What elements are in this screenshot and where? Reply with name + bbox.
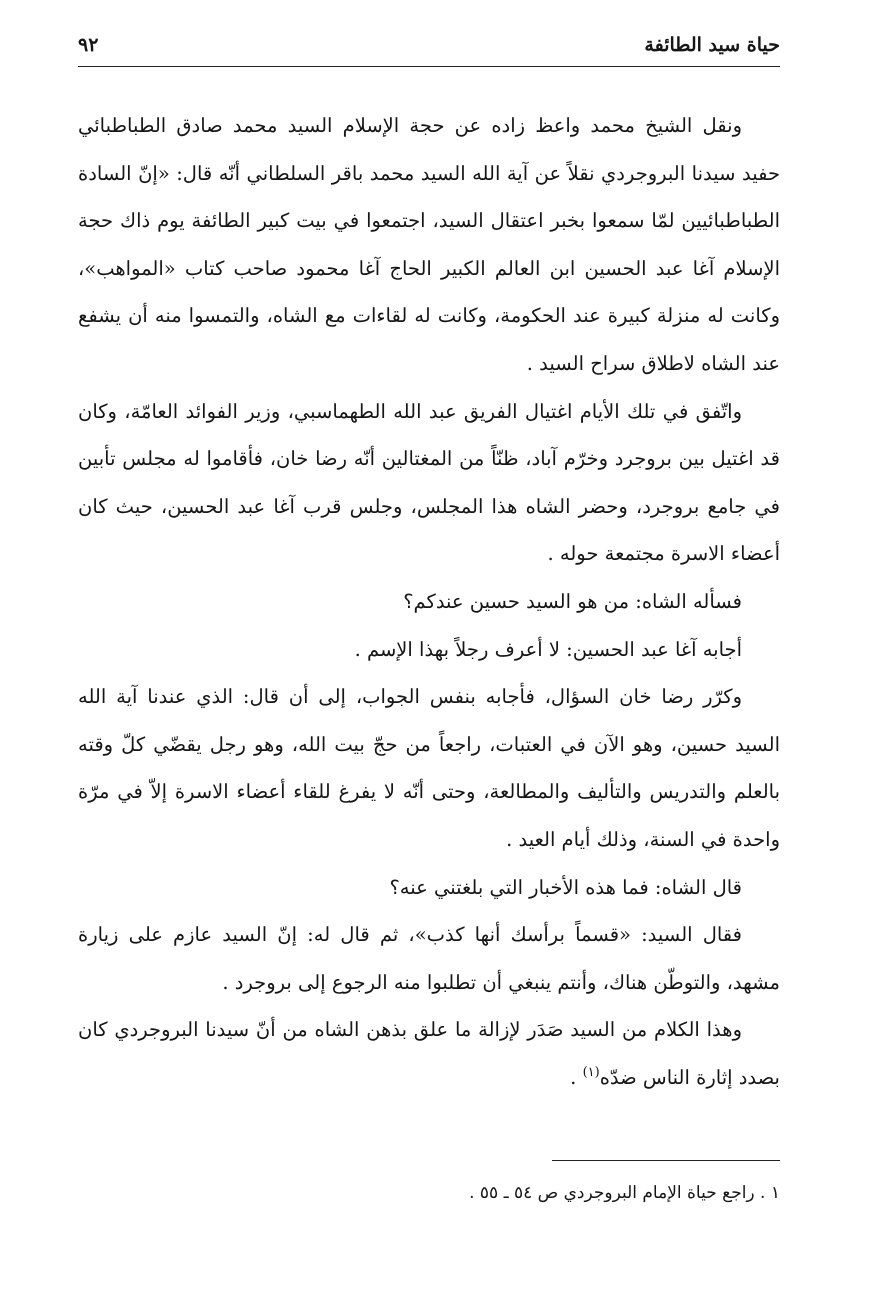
paragraph-tail: . bbox=[570, 1065, 583, 1089]
footnote-reference: (١) bbox=[582, 1064, 600, 1080]
paragraph: فسأله الشاه: من هو السيد حسين عندكم؟ bbox=[403, 589, 742, 613]
paragraph: أجابه آغا عبد الحسين: لا أعرف رجلاً بهذا الإسم . bbox=[354, 637, 742, 661]
footnote: ١ . راجع حياة الإمام البروجردي ص ٥٤ ـ ٥٥ . bbox=[469, 1183, 780, 1203]
paragraph: واتّفق في تلك الأيام اغتيال الفريق عبد الله الطهماسبي، وزير الفوائد العامّة، وكان قد اغتيل بين بروجرد وخرّم آباد، ظنّاً من المغتالين أنّه رضا خان، فأقاموا له مجلس تأبين في جامع بروجرد، وحضر الشاه هذا المجلس، وجلس قرب آغا عبد الحسين، حيث كان أعضاء الاسرة مجتمعة حوله . bbox=[78, 399, 780, 566]
body-text bbox=[78, 102, 780, 1101]
paragraph: ونقل الشيخ محمد واعظ زاده عن حجة الإسلام السيد محمد صادق الطباطبائي حفيد سيدنا البروجردي نقلاً عن آية الله السيد محمد باقر السلطاني أنّه قال: «إنّ السادة الطباطبائيين لمّا سمعوا بخبر اعتقال السيد، اجتمعوا في بيت كبير الطائفة يوم ذاك حجة الإسلام آغا عبد الحسين ابن العالم الكبير الحاج آغا محمود صاحب كتاب «المواهب»، وكانت له منزلة كبيرة عند الحكومة، وكانت له لقاءات مع الشاه، والتمسوا منه أن يشفع عند الشاه لاطلاق سراح السيد . bbox=[78, 114, 780, 375]
paragraph: وكرّر رضا خان السؤال، فأجابه بنفس الجواب، إلى أن قال: الذي عندنا آية الله السيد حسين، وهو الآن في العتبات، راجعاً من حجّ بيت الله، وهو رجل يقضّي كلّ وقته بالعلم والتدريس والتأليف والمطالعة، وحتى أنّه لا يفرغ للقاء أعضاء الاسرة إلاّ في مرّة واحدة في السنة، وذلك أيام العيد . bbox=[78, 685, 780, 851]
paragraph-text: وهذا الكلام من السيد صَدَر لإزالة ما علق بذهن الشاه من أنّ سيدنا البروجردي كان بصدد إثارة الناس ضدّه bbox=[78, 1018, 780, 1089]
paragraph-with-footnote bbox=[78, 1006, 780, 1101]
paragraph: قال الشاه: فما هذه الأخبار التي بلغتني عنه؟ bbox=[389, 875, 742, 899]
paragraph: فقال السيد: «قسماً برأسك أنها كذب»، ثم قال له: إنّ السيد عازم على زيارة مشهد، والتوطّن هناك، وأنتم ينبغي أن تطلبوا منه الرجوع إلى بروجرد . bbox=[78, 923, 780, 994]
page-number: ٩٢ bbox=[78, 34, 99, 56]
running-title: حياة سيد الطائفة bbox=[644, 34, 780, 56]
page-header bbox=[78, 32, 780, 67]
footnote-divider bbox=[552, 1160, 780, 1161]
